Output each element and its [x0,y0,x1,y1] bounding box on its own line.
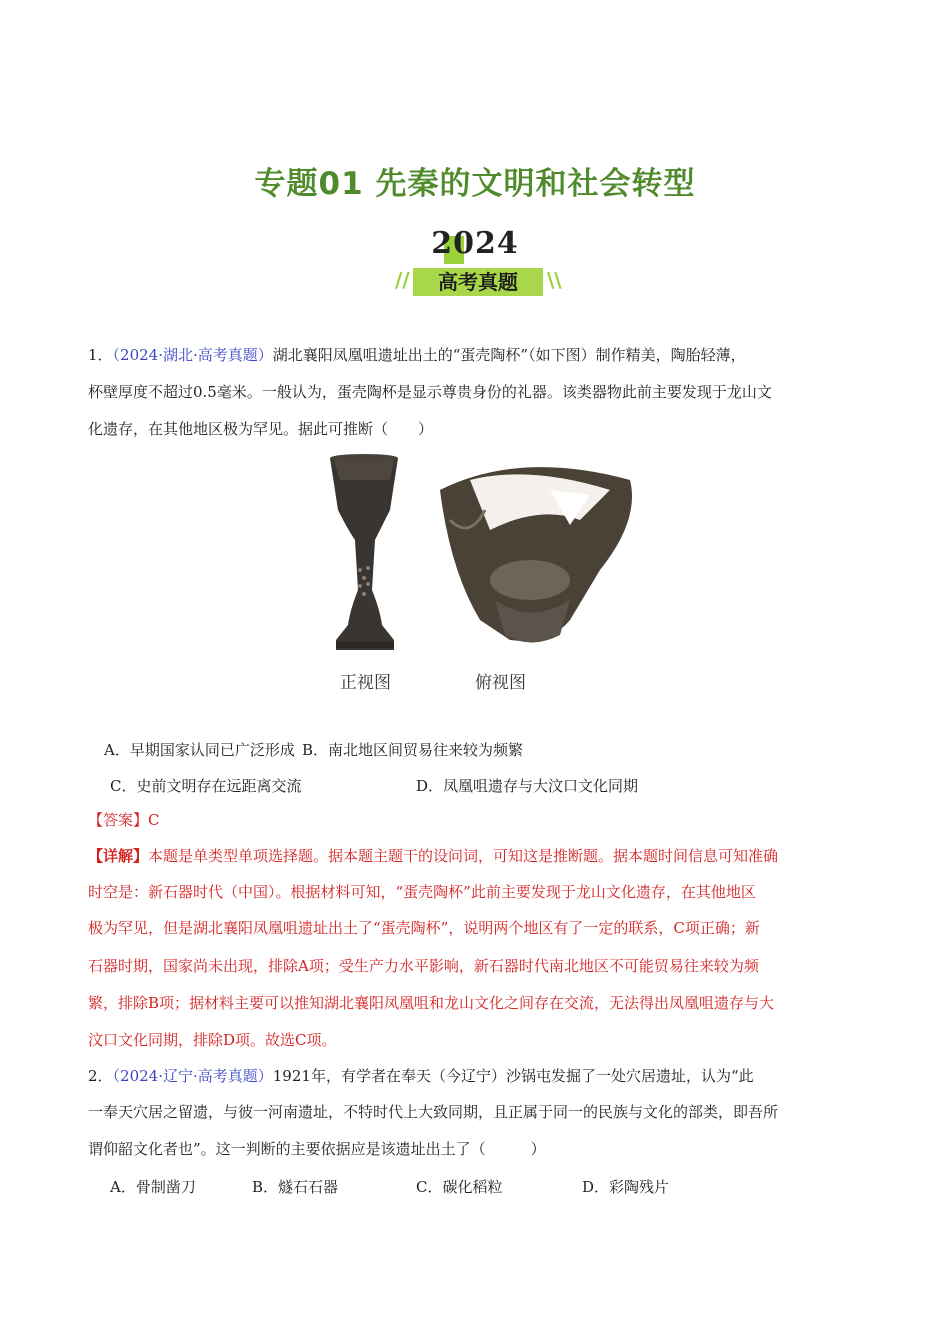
analysis-text-0: 本题是单类型单项选择题。据本题主题干的设问词，可知这是推断题。据本题时间信息可知准确 [148,847,779,865]
badge-right-deco: \\ [547,268,562,292]
q1-analysis-line4: 石器时期，国家尚未出现，排除A项；受生产力水平影响，新石器时代南北地区不可能贸易往来较为频 [88,957,759,975]
eggshell-cup-images [320,450,650,665]
q1-option-a: A．早期国家认同已广泛形成 [104,741,295,759]
q1-option-d: D．凤凰咀遗存与大汶口文化同期 [416,777,639,795]
q1-line1-text: 湖北襄阳凤凰咀遗址出土的“蛋壳陶杯”（如下图）制作精美，陶胎轻薄， [272,346,746,364]
q2-option-c: C．碳化稻粒 [416,1178,503,1196]
answer-value: C [148,811,160,829]
q2-source: （2024·辽宁·高考真题） [112,1067,273,1085]
q1-analysis-line5: 繁，排除B项；据材料主要可以推知湖北襄阳凤凰咀和龙山文化之间存在交流，无法得出凤凰咀遗存与大 [88,994,775,1012]
q2-option-a: A．骨制凿刀 [110,1178,196,1196]
q1-answer [88,810,868,830]
q1-analysis-line3: 极为罕见，但是湖北襄阳凤凰咀遗址出土了“蛋壳陶杯”，说明两个地区有了一定的联系，C项正确；新 [88,919,760,937]
page-title: 专题01 先秦的文明和社会转型 [254,166,696,202]
q1-analysis-line2: 时空是：新石器时代（中国）。根据材料可知，“蛋壳陶杯”此前主要发现于龙山文化遗存，在其他地区 [88,883,756,901]
caption-front-view: 正视图 [340,673,391,693]
analysis-label: 【详解】 [88,847,149,865]
q1-option-c: C．史前文明存在远距离交流 [110,777,302,795]
q1-line2: 杯壁厚度不超过0.5毫米。一般认为，蛋壳陶杯是显示尊贵身份的礼器。该类器物此前主要发现于龙山文 [88,383,772,401]
q1-source: （2024·湖北·高考真题） [112,346,273,364]
q2-option-d: D．彩陶残片 [582,1178,670,1196]
q2-number: 2． [88,1067,113,1085]
badge-label: 高考真题 [413,268,543,296]
q1-analysis-line6: 汶口文化同期，排除D项。故选C项。 [88,1031,337,1049]
caption-top-view: 俯视图 [475,673,526,693]
q1-option-b: B．南北地区间贸易往来较为频繁 [302,741,524,759]
q1-figure [320,450,650,700]
answer-label: 【答案】 [88,811,149,829]
q2-option-b: B．燧石石器 [252,1178,339,1196]
q2-line2: 一奉天穴居之留遗，与彼一河南遗址，不特时代上大致同期，且正属于同一的民族与文化的部类，即吾所 [88,1103,779,1121]
q1-line1 [88,345,868,365]
exam-badge [395,264,565,300]
top-view-cup [440,467,632,642]
front-view-cup [330,454,398,650]
q2-line3: 谓仰韶文化者也”。这一判断的主要依据应是该遗址出土了（ ） [88,1140,546,1158]
badge-left-deco: // [395,268,410,292]
q1-analysis-line1 [88,846,868,866]
q2-line1-text: 1921年，有学者在奉天（今辽宁）沙锅屯发掘了一处穴居遗址，认为“此 [272,1067,754,1085]
q1-number: 1． [88,346,113,364]
q1-line3: 化遗存，在其他地区极为罕见。据此可推断（ ） [88,420,434,438]
year-heading: 2024 [431,226,519,261]
q2-line1 [88,1066,868,1086]
